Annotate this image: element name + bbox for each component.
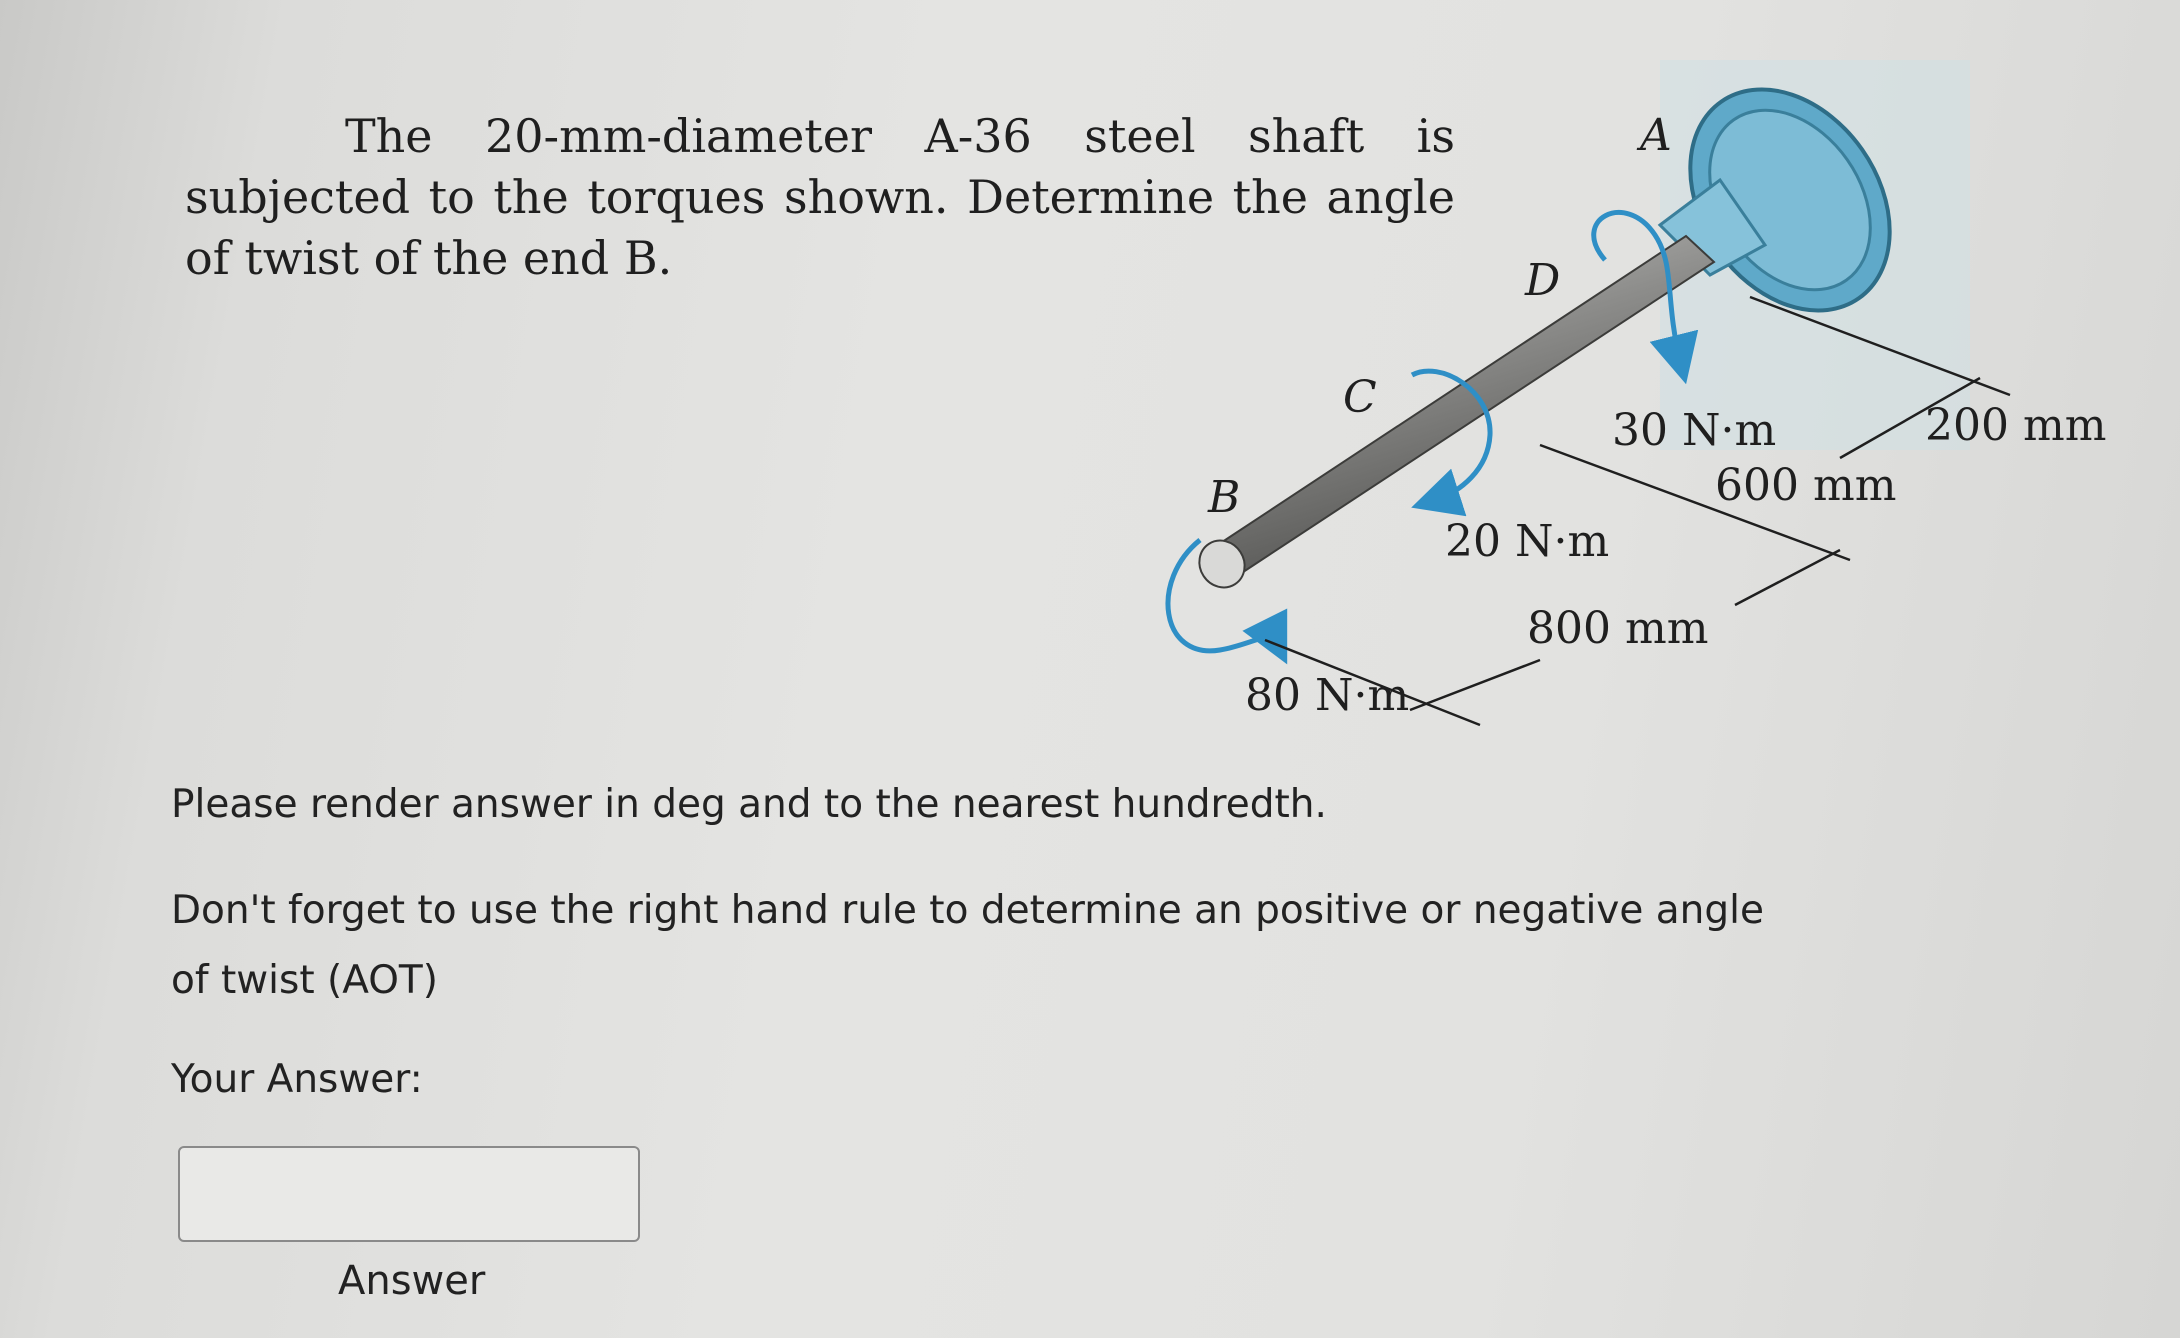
label-a: A bbox=[1640, 110, 1672, 161]
dimension-label-200mm: 200 mm bbox=[1925, 400, 2107, 451]
problem-statement: The 20-mm-diameter A-36 steel shaft is subjected to the torques shown. Determine the angle of twist of the end B. bbox=[185, 109, 1455, 285]
shaft-diagram bbox=[1100, 60, 2140, 780]
torque-label-d: 30 N·m bbox=[1612, 405, 1777, 456]
instruction-rounding: Please render answer in deg and to the nearest hundredth. bbox=[171, 782, 1327, 827]
instruction-right-hand-rule: Don't forget to use the right hand rule to determine an positive or negative angle of twist (AOT) bbox=[171, 888, 1764, 1003]
answer-button-label[interactable]: Answer bbox=[338, 1258, 486, 1304]
torque-label-b: 80 N·m bbox=[1245, 670, 1410, 721]
label-c: C bbox=[1343, 372, 1377, 423]
answer-input[interactable] bbox=[178, 1146, 640, 1242]
label-b: B bbox=[1208, 472, 1241, 523]
your-answer-label: Your Answer: bbox=[171, 1057, 423, 1102]
dimension-label-600mm: 600 mm bbox=[1715, 460, 1897, 511]
dimension-label-800mm: 800 mm bbox=[1527, 603, 1709, 654]
label-d: D bbox=[1525, 255, 1561, 306]
torque-label-c: 20 N·m bbox=[1445, 516, 1610, 567]
